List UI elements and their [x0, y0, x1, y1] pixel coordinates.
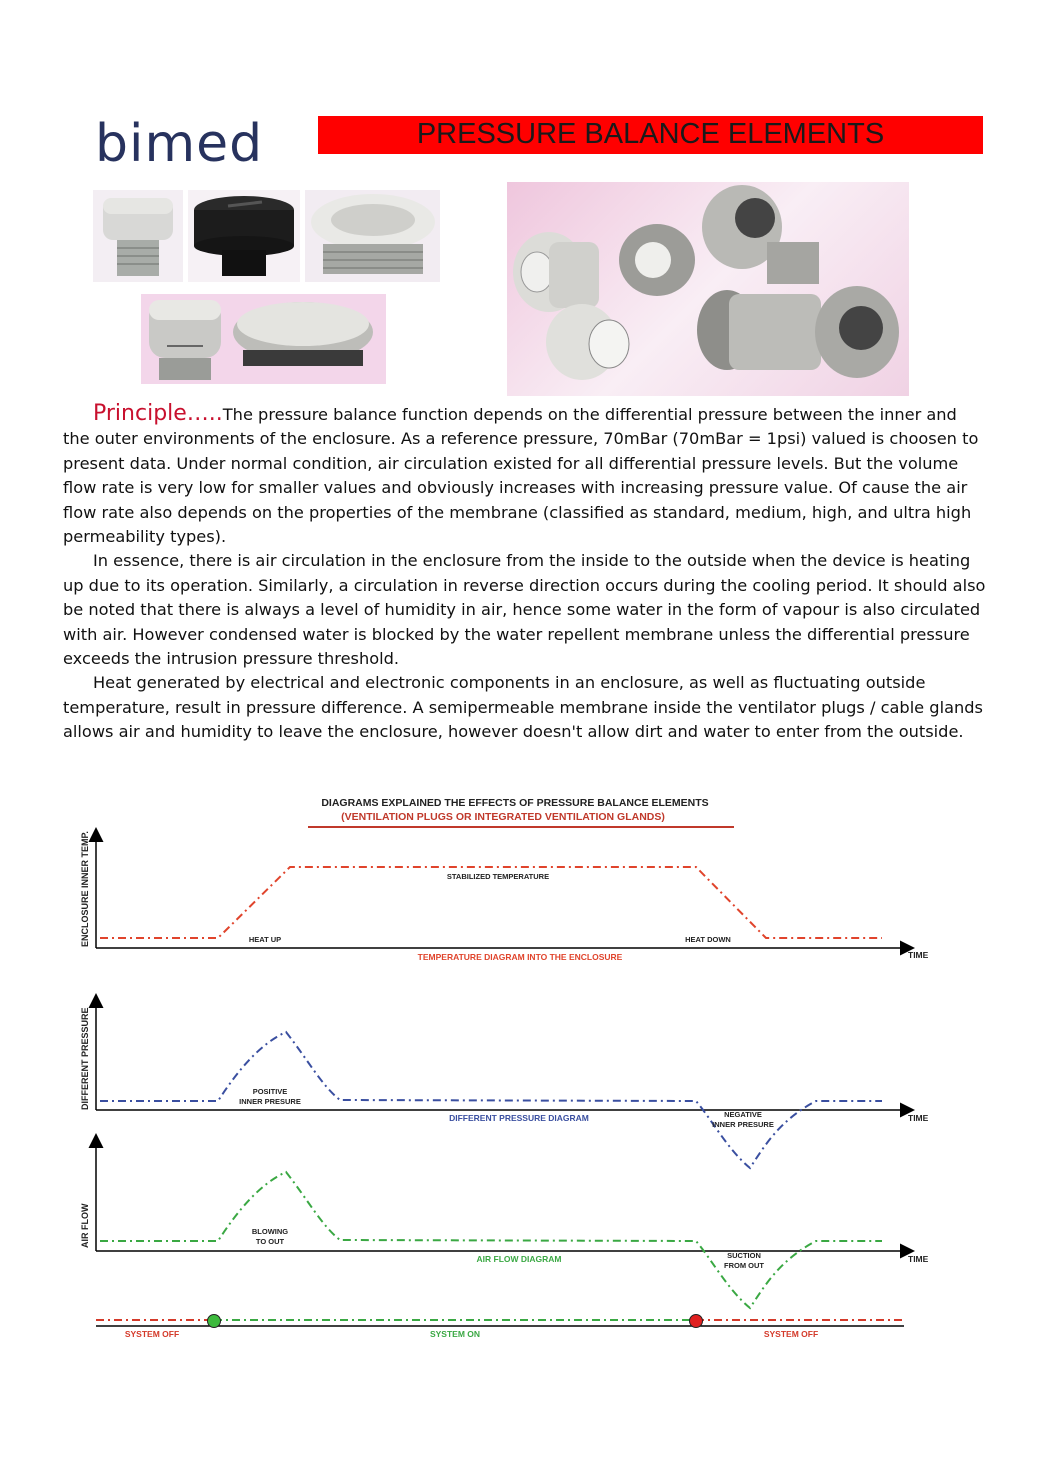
- product-photo-large-plug: [305, 190, 440, 282]
- pressure-caption: DIFFERENT PRESSURE DIAGRAM: [449, 1113, 589, 1123]
- pressure-positive-label-1: POSITIVE: [252, 1087, 288, 1096]
- temp-caption: TEMPERATURE DIAGRAM INTO THE ENCLOSURE: [417, 952, 623, 962]
- airflow-blowing-label-1: BLOWING: [251, 1227, 289, 1236]
- page-title: PRESSURE BALANCE ELEMENTS: [416, 118, 885, 150]
- product-photo-cable-glands: [507, 182, 909, 396]
- airflow-caption: AIR FLOW DIAGRAM: [476, 1254, 562, 1264]
- temp-stabilized-label: STABILIZED TEMPERATURE: [446, 872, 550, 881]
- pressure-y-label: DIFFERENT PRESSURE: [80, 1007, 90, 1110]
- title-bar: [318, 116, 983, 154]
- pressure-negative-label-1: NEGATIVE: [724, 1110, 762, 1119]
- temp-x-label: TIME: [908, 950, 929, 960]
- principle-heading: Principle…..: [93, 401, 223, 426]
- paragraph-2: In essence, there is air circulation in the enclosure from the inside to the outside when the device is heating up due to its operation. Similarly, a circulation in reverse direction occurs during the cooling period. It should also be noted that there is always a level of humidity in air, hence some water in the form of vapour is also circulated with air. However condensed water is blocked by the water repellent membrane unless the differential pressure exceeds the intrusion pressure threshold.: [63, 551, 986, 669]
- diagram-title: DIAGRAMS EXPLAINED THE EFFECTS OF PRESSURE BALANCE ELEMENTS: [321, 797, 709, 809]
- airflow-suction-label-1: SUCTION: [727, 1251, 761, 1260]
- airflow-suction-label-2: FROM OUT: [724, 1261, 764, 1270]
- paragraph-1-text: The pressure balance function depends on the differential pressure between the inner and the outer environments of the enclosure. As a reference pressure, 70mBar (70mBar = 1psi) valued is choosen to present data. Under normal condition, air circulation existed for all differential pressure levels. But the volume flow rate is very low for smaller values and obviously increases with increasing pressure value. Of cause the air flow rate also depends on the properties of the membrane (classified as standard, medium, high, and ultra high permeability types).: [63, 405, 979, 547]
- paragraph-3: Heat generated by electrical and electronic components in an enclosure, as well as fluctuating outside temperature, result in pressure difference. A semipermeable membrane inside the ventilator plugs / cable glands allows air and humidity to leave the enclosure, however doesn't allow dirt and water to enter from the outside.: [63, 673, 983, 742]
- temp-heat-up-label: HEAT UP: [248, 935, 282, 944]
- diagram-subtitle: (VENTILATION PLUGS OR INTEGRATED VENTILATION GLANDS): [341, 811, 665, 823]
- paragraph-1: [63, 402, 988, 549]
- temp-heat-down-label: HEAT DOWN: [685, 935, 731, 944]
- product-photo-black-plug: [188, 190, 300, 282]
- company-logo: bimed: [95, 114, 264, 174]
- system-off-right-label: SYSTEM OFF: [763, 1329, 819, 1339]
- system-off-indicator: [690, 1315, 703, 1328]
- system-on-label: SYSTEM ON: [429, 1329, 481, 1339]
- temp-y-label: ENCLOSURE INNER TEMP.: [80, 831, 90, 947]
- airflow-x-label: TIME: [908, 1254, 929, 1264]
- product-photo-steel-vent: [141, 294, 386, 384]
- pressure-curve: [100, 1032, 882, 1168]
- pressure-positive-label-2: INNER PRESURE: [239, 1097, 301, 1106]
- system-on-indicator: [208, 1315, 221, 1328]
- airflow-blowing-label-2: TO OUT: [255, 1237, 285, 1246]
- product-photo-grey-plug: [93, 190, 183, 282]
- airflow-curve: [100, 1172, 882, 1308]
- airflow-y-label: AIR FLOW: [80, 1203, 90, 1248]
- pressure-balance-diagram: [60, 790, 940, 1354]
- pressure-x-label: TIME: [908, 1113, 929, 1123]
- pressure-negative-label-2: INNER PRESURE: [712, 1120, 774, 1129]
- system-off-left-label: SYSTEM OFF: [124, 1329, 180, 1339]
- principle-text: [63, 402, 988, 745]
